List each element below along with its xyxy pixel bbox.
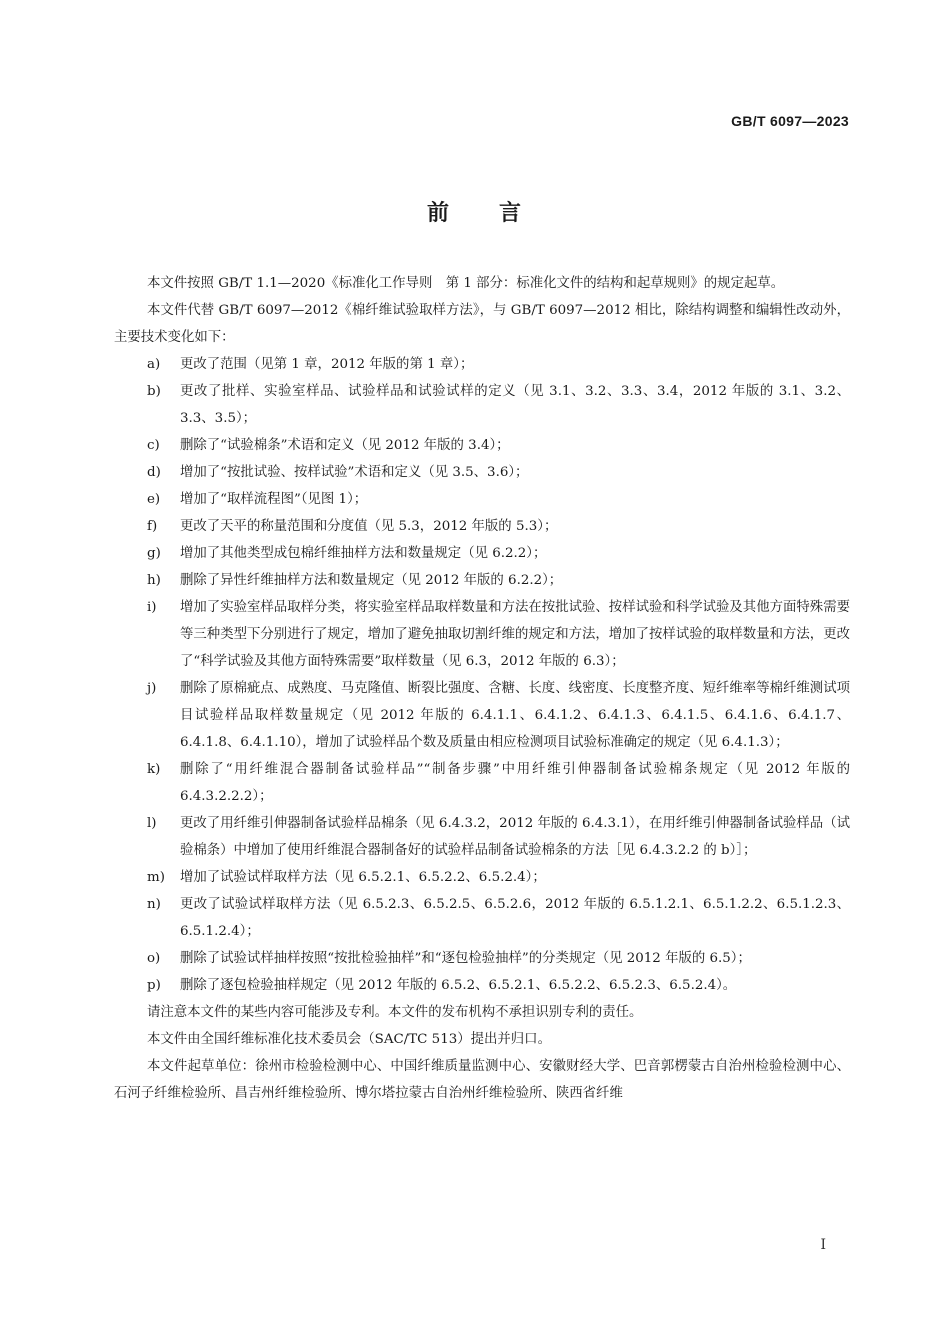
list-item bbox=[114, 675, 850, 756]
list-item bbox=[114, 891, 850, 945]
title-char-1: 前 bbox=[426, 201, 451, 226]
list-text: 增加了试验试样取样方法（见 6.5.2.1、6.5.2.2、6.5.2.4）； bbox=[180, 870, 546, 885]
page-title bbox=[0, 196, 950, 227]
list-marker: f) bbox=[147, 519, 158, 534]
list-text: 删除了原棉疵点、成熟度、马克隆值、断裂比强度、含糖、长度、线密度、长度整齐度、短纤维率等棉纤维测试项目试验样品取样数量规定（见 2012 年版的 6.4.1.1、6.4.1.2、6.4.1.3、6.4.1.5、6.4.1.6、6.4.1.7、6.4.1.8、6.4.1.10），增加了试验样品个数及质量由相应检测项目试验标准确定的规定（见 6.4.1.3）； bbox=[180, 681, 850, 750]
list-item bbox=[114, 594, 850, 675]
list-item bbox=[114, 351, 850, 378]
list-text: 更改了批样、实验室样品、试验样品和试验试样的定义（见 3.1、3.2、3.3、3.4，2012 年版的 3.1、3.2、3.3、3.5）； bbox=[180, 384, 850, 426]
list-item bbox=[114, 756, 850, 810]
list-item bbox=[114, 972, 850, 999]
list-text: 增加了“按批试验、按样试验”术语和定义（见 3.5、3.6）； bbox=[180, 465, 529, 480]
patent-notice: 请注意本文件的某些内容可能涉及专利。本文件的发布机构不承担识别专利的责任。 bbox=[147, 1005, 643, 1020]
list-marker: b) bbox=[147, 384, 161, 399]
list-marker: i) bbox=[147, 600, 157, 615]
list-marker: e) bbox=[147, 492, 161, 507]
proposer-statement: 本文件由全国纤维标准化技术委员会（SAC/TC 513）提出并归口。 bbox=[147, 1032, 551, 1047]
list-marker: k) bbox=[147, 762, 161, 777]
list-marker: j) bbox=[147, 681, 157, 696]
list-text: 增加了其他类型成包棉纤维抽样方法和数量规定（见 6.2.2）； bbox=[180, 546, 547, 561]
list-marker: a) bbox=[147, 357, 161, 372]
drafting-units: 本文件起草单位：徐州市检验检测中心、中国纤维质量监测中心、安徽财经大学、巴音郭楞蒙古自治州检验检测中心、石河子纤维检验所、昌吉州纤维检验所、博尔塔拉蒙古自治州纤维检验所、陕西省纤维 bbox=[114, 1059, 850, 1101]
list-item bbox=[114, 378, 850, 432]
list-text: 增加了“取样流程图”（见图 1）； bbox=[180, 492, 368, 507]
list-text: 删除了逐包检验抽样规定（见 2012 年版的 6.5.2、6.5.2.1、6.5.2.2、6.5.2.3、6.5.2.4）。 bbox=[180, 978, 737, 993]
title-char-2: 言 bbox=[499, 201, 524, 226]
list-text: 删除了试验试样抽样按照“按批检验抽样”和“逐包检验抽样”的分类规定（见 2012 年版的 6.5）； bbox=[180, 951, 751, 966]
list-marker: l) bbox=[147, 816, 157, 831]
list-item bbox=[114, 432, 850, 459]
list-text: 删除了异性纤维抽样方法和数量规定（见 2012 年版的 6.2.2）； bbox=[180, 573, 563, 588]
list-marker: g) bbox=[147, 546, 161, 561]
list-marker: o) bbox=[147, 951, 161, 966]
list-item bbox=[114, 486, 850, 513]
standard-code: GB/T 6097—2023 bbox=[731, 113, 849, 129]
list-text: 更改了试验试样取样方法（见 6.5.2.3、6.5.2.5、6.5.2.6，2012 年版的 6.5.1.2.1、6.5.1.2.2、6.5.1.2.3、6.5.1.2.4）； bbox=[180, 897, 850, 939]
list-marker: m) bbox=[147, 870, 165, 885]
list-item bbox=[114, 513, 850, 540]
list-text: 更改了天平的称量范围和分度值（见 5.3，2012 年版的 5.3）； bbox=[180, 519, 558, 534]
list-text: 删除了“试验棉条”术语和定义（见 2012 年版的 3.4）； bbox=[180, 438, 510, 453]
list-text: 删除了“用纤维混合器制备试验样品”“制备步骤”中用纤维引伸器制备试验棉条规定（见 2012 年版的 6.4.3.2.2.2）； bbox=[180, 762, 850, 804]
list-text: 更改了用纤维引伸器制备试验样品棉条（见 6.4.3.2，2012 年版的 6.4.3.1），在用纤维引伸器制备试验样品（试验棉条）中增加了使用纤维混合器制备好的试验样品制备试验棉条的方法［见 6.4.3.2.2 的 b）］； bbox=[180, 816, 850, 858]
list-text: 更改了范围（见第 1 章，2012 年版的第 1 章）； bbox=[180, 357, 474, 372]
list-item bbox=[114, 459, 850, 486]
intro-paragraph-2: 本文件代替 GB/T 6097—2012《棉纤维试验取样方法》，与 GB/T 6097—2012 相比，除结构调整和编辑性改动外，主要技术变化如下： bbox=[114, 303, 850, 345]
list-item bbox=[114, 945, 850, 972]
list-marker: d) bbox=[147, 465, 161, 480]
list-item bbox=[114, 864, 850, 891]
list-item bbox=[114, 810, 850, 864]
list-text: 增加了实验室样品取样分类，将实验室样品取样数量和方法在按批试验、按样试验和科学试验及其他方面特殊需要等三种类型下分别进行了规定，增加了避免抽取切割纤维的规定和方法，增加了按样试验的取样数量和方法，更改了“科学试验及其他方面特殊需要”取样数量（见 6.3，2012 年版的 6.3）； bbox=[180, 600, 850, 669]
list-marker: h) bbox=[147, 573, 161, 588]
changes-list bbox=[114, 351, 850, 999]
list-item bbox=[114, 567, 850, 594]
list-item bbox=[114, 540, 850, 567]
intro-paragraph-1: 本文件按照 GB/T 1.1—2020《标准化工作导则 第 1 部分：标准化文件的结构和起草规则》的规定起草。 bbox=[147, 276, 785, 291]
list-marker: p) bbox=[147, 978, 161, 993]
page-number: Ⅰ bbox=[820, 1238, 826, 1253]
list-marker: n) bbox=[147, 897, 161, 912]
list-marker: c) bbox=[147, 438, 160, 453]
document-body bbox=[114, 270, 850, 1107]
